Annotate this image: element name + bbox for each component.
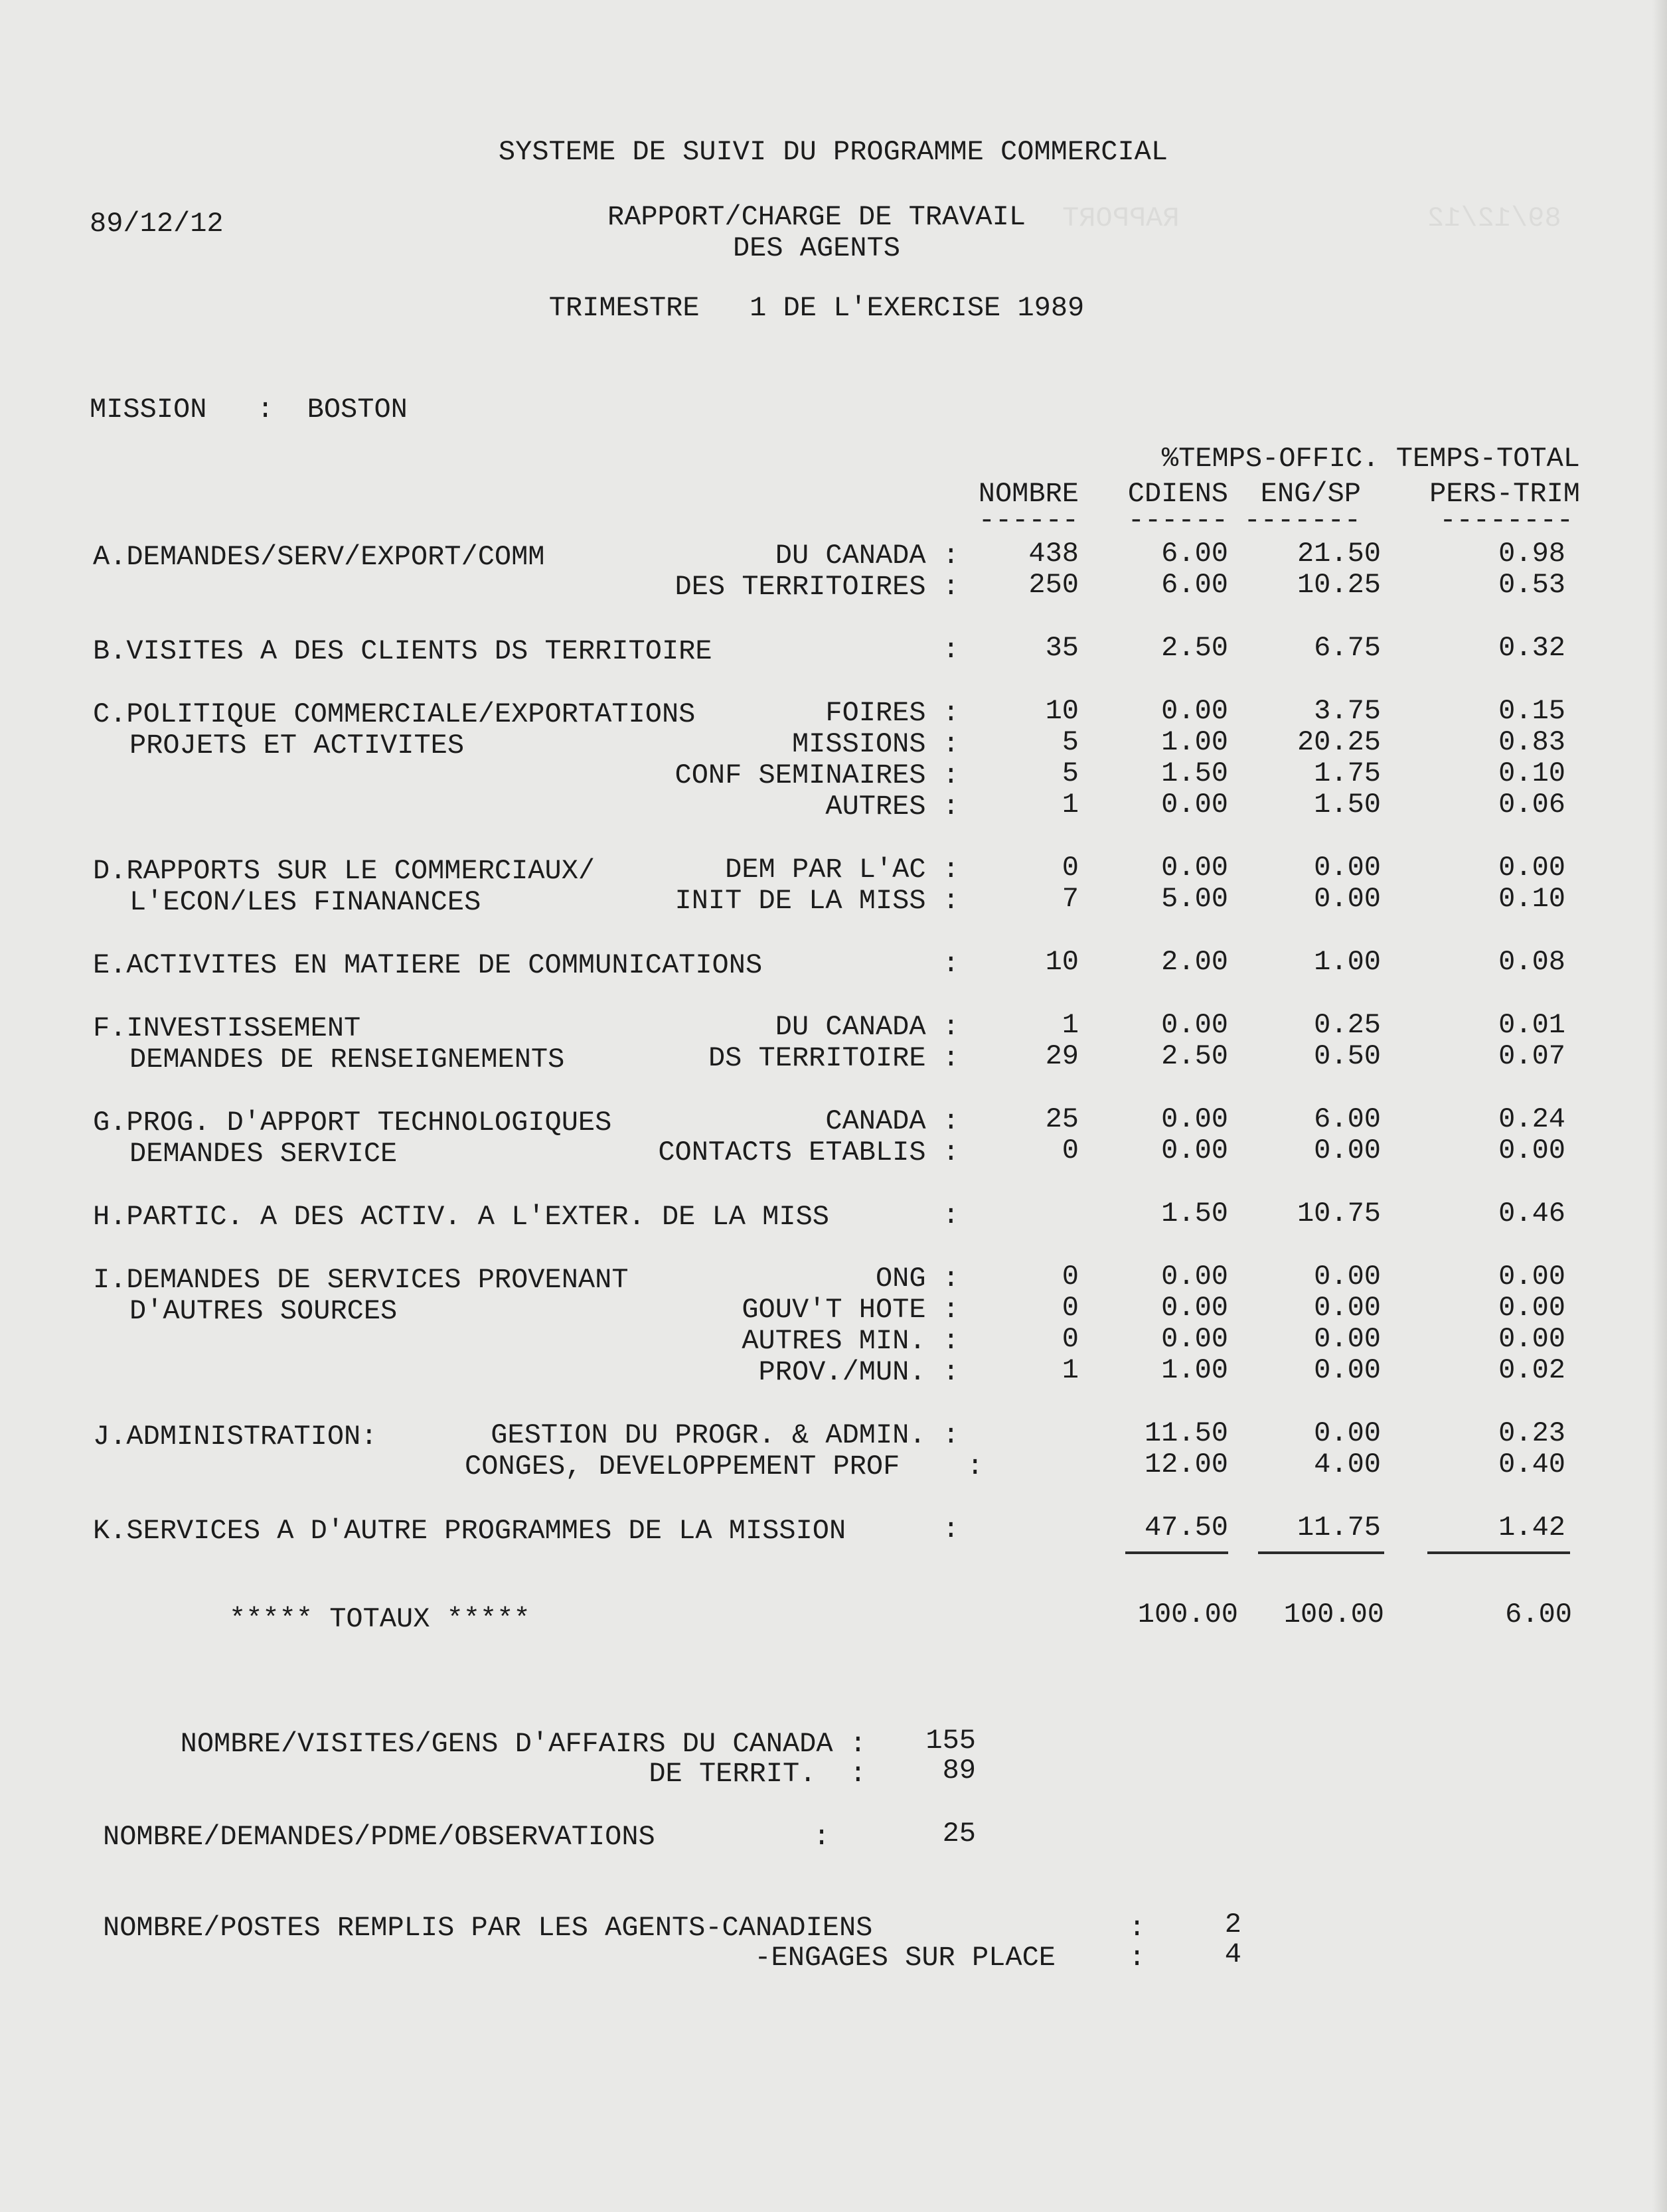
cell-cdiens: 2.50 — [1161, 1040, 1228, 1072]
cell-perstrim: 0.06 — [1498, 789, 1565, 821]
pdme-value: 25 — [942, 1818, 976, 1850]
totals-engsp: 100.00 — [1283, 1599, 1384, 1630]
cell-cdiens: 0.00 — [1161, 1261, 1228, 1293]
cell-nombre: 0 — [1062, 852, 1079, 884]
cell-perstrim: 1.42 — [1498, 1512, 1565, 1543]
cell-engsp: 6.75 — [1314, 632, 1381, 664]
postes-value-canadiens: 2 — [1224, 1909, 1241, 1940]
section-label: E.ACTIVITES EN MATIERE DE COMMUNICATIONS — [93, 949, 763, 981]
cell-perstrim: 0.53 — [1498, 569, 1565, 601]
bleed-through-title: RAPPORT — [1062, 202, 1180, 234]
cell-perstrim: 0.00 — [1498, 1135, 1565, 1166]
column-rule-perstrim: -------- — [1439, 505, 1573, 536]
cell-engsp: 4.00 — [1314, 1449, 1381, 1480]
section-label-continued: PROJETS ET ACTIVITES — [129, 730, 465, 761]
section-label: K.SERVICES A D'AUTRE PROGRAMMES DE LA MISSION — [93, 1515, 846, 1547]
row-sublabel: FOIRES : — [825, 697, 959, 729]
cell-cdiens: 0.00 — [1161, 1292, 1228, 1324]
row-sublabel: PROV./MUN. : — [758, 1356, 959, 1388]
cell-nombre: 10 — [1045, 695, 1079, 727]
cell-engsp: 0.00 — [1314, 883, 1381, 915]
cell-perstrim: 0.10 — [1498, 883, 1565, 915]
cell-cdiens: 1.00 — [1161, 1354, 1228, 1386]
cell-perstrim: 0.24 — [1498, 1103, 1565, 1135]
cell-nombre: 438 — [1028, 538, 1079, 570]
cell-cdiens: 0.00 — [1161, 1009, 1228, 1041]
period-line: TRIMESTRE 1 DE L'EXERCISE 1989 — [548, 292, 1085, 324]
cell-cdiens: 0.00 — [1161, 852, 1228, 884]
cell-cdiens: 1.50 — [1161, 1198, 1228, 1229]
cell-perstrim: 0.00 — [1498, 1261, 1565, 1293]
totals-perstrim: 6.00 — [1505, 1599, 1572, 1630]
report-date: 89/12/12 — [90, 208, 224, 240]
row-sublabel: DS TERRITOIRE : — [708, 1042, 959, 1074]
cell-engsp: 0.25 — [1314, 1009, 1381, 1041]
cell-engsp: 0.00 — [1314, 1261, 1381, 1293]
cell-cdiens: 11.50 — [1144, 1417, 1228, 1449]
cell-cdiens: 1.00 — [1161, 726, 1228, 758]
cell-engsp: 0.00 — [1314, 1135, 1381, 1166]
cell-cdiens: 2.50 — [1161, 632, 1228, 664]
row-sublabel: AUTRES MIN. : — [742, 1325, 959, 1357]
cell-perstrim: 0.00 — [1498, 852, 1565, 884]
cell-nombre: 10 — [1045, 946, 1079, 978]
cell-engsp: 0.00 — [1314, 1323, 1381, 1355]
cell-cdiens: 47.50 — [1144, 1512, 1228, 1543]
section-label: H.PARTIC. A DES ACTIV. A L'EXTER. DE LA MISS — [93, 1201, 829, 1233]
row-sublabel: GOUV'T HOTE : — [742, 1294, 959, 1326]
cell-perstrim: 0.08 — [1498, 946, 1565, 978]
report-title-line-1: RAPPORT/CHARGE DE TRAVAIL — [607, 201, 1026, 233]
row-sublabel: DES TERRITOIRES : — [675, 571, 959, 603]
cell-nombre: 1 — [1062, 1354, 1079, 1386]
cell-perstrim: 0.40 — [1498, 1449, 1565, 1480]
row-sublabel: DU CANADA : — [775, 1011, 959, 1043]
visites-territ-label: DE TERRIT. : — [649, 1758, 866, 1790]
cell-perstrim: 0.98 — [1498, 538, 1565, 570]
postes-label-canadiens: NOMBRE/POSTES REMPLIS PAR LES AGENTS-CANADIENS — [103, 1912, 873, 1944]
cell-perstrim: 0.01 — [1498, 1009, 1565, 1041]
row-sublabel: MISSIONS : — [791, 728, 959, 760]
cell-perstrim: 0.00 — [1498, 1292, 1565, 1324]
row-sublabel: : — [942, 1200, 959, 1231]
row-sublabel: GESTION DU PROGR. & ADMIN. : — [491, 1419, 959, 1451]
section-label-continued: DEMANDES SERVICE — [129, 1138, 398, 1170]
row-sublabel: ONG : — [875, 1263, 959, 1295]
column-head-nombre: NOMBRE — [978, 478, 1079, 510]
cell-perstrim: 0.83 — [1498, 726, 1565, 758]
cell-engsp: 0.00 — [1314, 1417, 1381, 1449]
bleed-through-date: 89/12/12 — [1427, 202, 1561, 234]
system-title: SYSTEME DE SUIVI DU PROGRAMME COMMERCIAL — [498, 136, 1168, 168]
row-sublabel: : — [942, 634, 959, 666]
cell-cdiens: 6.00 — [1161, 538, 1228, 570]
row-sublabel: CONF SEMINAIRES : — [675, 759, 959, 791]
cell-engsp: 10.25 — [1297, 569, 1381, 601]
section-label: I.DEMANDES DE SERVICES PROVENANT — [93, 1264, 629, 1296]
section-label-continued: L'ECON/LES FINANANCES — [129, 886, 481, 918]
row-sublabel: CANADA : — [825, 1105, 959, 1137]
visites-canada-label: NOMBRE/VISITES/GENS D'AFFAIRS DU CANADA : — [180, 1728, 866, 1760]
cell-perstrim: 0.02 — [1498, 1354, 1565, 1386]
cell-nombre: 250 — [1028, 569, 1079, 601]
section-label: F.INVESTISSEMENT — [93, 1012, 361, 1044]
column-head-cdiens: CDIENS — [1127, 478, 1228, 510]
cell-engsp: 1.00 — [1314, 946, 1381, 978]
section-label: C.POLITIQUE COMMERCIALE/EXPORTATIONS — [93, 698, 696, 730]
cell-nombre: 0 — [1062, 1135, 1079, 1166]
cell-cdiens: 0.00 — [1161, 1135, 1228, 1166]
pdme-colon: : — [813, 1821, 831, 1853]
column-rule-nombre: ------ — [978, 505, 1079, 536]
section-label: J.ADMINISTRATION: — [93, 1421, 378, 1453]
cell-nombre: 5 — [1062, 757, 1079, 789]
cell-engsp: 0.00 — [1314, 852, 1381, 884]
row-sublabel: DEM PAR L'AC : — [725, 854, 959, 886]
cell-engsp: 20.25 — [1297, 726, 1381, 758]
row-sublabel: AUTRES : — [825, 791, 959, 823]
cell-nombre: 0 — [1062, 1323, 1079, 1355]
totals-rule-engsp — [1258, 1551, 1384, 1554]
cell-cdiens: 0.00 — [1161, 1103, 1228, 1135]
postes-colon-engages: : — [1129, 1942, 1146, 1974]
mission-label: MISSION : BOSTON — [90, 394, 408, 426]
column-head-top: %TEMPS-OFFIC. TEMPS-TOTAL — [1161, 443, 1580, 475]
cell-cdiens: 1.50 — [1161, 757, 1228, 789]
section-label: D.RAPPORTS SUR LE COMMERCIAUX/ — [93, 855, 595, 887]
cell-nombre: 1 — [1062, 789, 1079, 821]
cell-engsp: 6.00 — [1314, 1103, 1381, 1135]
section-label-continued: D'AUTRES SOURCES — [129, 1295, 398, 1327]
cell-nombre: 0 — [1062, 1261, 1079, 1293]
cell-nombre: 7 — [1062, 883, 1079, 915]
cell-nombre: 1 — [1062, 1009, 1079, 1041]
page-edge-shadow — [1652, 0, 1667, 2212]
totals-label: ***** TOTAUX ***** — [229, 1603, 530, 1635]
cell-perstrim: 0.07 — [1498, 1040, 1565, 1072]
totals-rule-perstrim — [1427, 1551, 1570, 1554]
row-sublabel: CONGES, DEVELOPPEMENT PROF : — [465, 1451, 984, 1482]
cell-perstrim: 0.10 — [1498, 757, 1565, 789]
cell-perstrim: 0.00 — [1498, 1323, 1565, 1355]
cell-engsp: 1.75 — [1314, 757, 1381, 789]
cell-cdiens: 12.00 — [1144, 1449, 1228, 1480]
cell-nombre: 29 — [1045, 1040, 1079, 1072]
row-sublabel: : — [942, 1514, 959, 1545]
cell-cdiens: 2.00 — [1161, 946, 1228, 978]
section-label: B.VISITES A DES CLIENTS DS TERRITOIRE — [93, 635, 712, 667]
cell-engsp: 0.00 — [1314, 1292, 1381, 1324]
cell-nombre: 35 — [1045, 632, 1079, 664]
cell-perstrim: 0.32 — [1498, 632, 1565, 664]
cell-nombre: 5 — [1062, 726, 1079, 758]
section-label-continued: DEMANDES DE RENSEIGNEMENTS — [129, 1044, 565, 1075]
postes-colon-canadiens: : — [1129, 1912, 1146, 1944]
cell-perstrim: 0.15 — [1498, 695, 1565, 727]
totals-cdiens: 100.00 — [1137, 1599, 1238, 1630]
cell-nombre: 0 — [1062, 1292, 1079, 1324]
row-sublabel: DU CANADA : — [775, 540, 959, 572]
column-rule-engsp: ------- — [1243, 505, 1361, 536]
cell-cdiens: 0.00 — [1161, 695, 1228, 727]
cell-perstrim: 0.23 — [1498, 1417, 1565, 1449]
cell-engsp: 0.50 — [1314, 1040, 1381, 1072]
cell-cdiens: 0.00 — [1161, 789, 1228, 821]
cell-cdiens: 0.00 — [1161, 1323, 1228, 1355]
cell-engsp: 1.50 — [1314, 789, 1381, 821]
column-rule-cdiens: ------ — [1127, 505, 1228, 536]
postes-label-engages: -ENGAGES SUR PLACE — [754, 1942, 1056, 1974]
cell-engsp: 10.75 — [1297, 1198, 1381, 1229]
cell-engsp: 11.75 — [1297, 1512, 1381, 1543]
section-label: A.DEMANDES/SERV/EXPORT/COMM — [93, 541, 545, 573]
cell-perstrim: 0.46 — [1498, 1198, 1565, 1229]
cell-engsp: 3.75 — [1314, 695, 1381, 727]
cell-nombre: 25 — [1045, 1103, 1079, 1135]
cell-engsp: 0.00 — [1314, 1354, 1381, 1386]
visites-canada-value: 155 — [925, 1725, 976, 1757]
postes-value-engages: 4 — [1224, 1938, 1241, 1970]
column-head-perstrim: PERS-TRIM — [1429, 478, 1580, 510]
visites-territ-value: 89 — [942, 1755, 976, 1786]
cell-cdiens: 5.00 — [1161, 883, 1228, 915]
row-sublabel: INIT DE LA MISS : — [675, 885, 959, 917]
column-head-engsp: ENG/SP — [1260, 478, 1361, 510]
row-sublabel: : — [942, 948, 959, 980]
cell-engsp: 21.50 — [1297, 538, 1381, 570]
totals-rule-cdiens — [1125, 1551, 1228, 1554]
cell-cdiens: 6.00 — [1161, 569, 1228, 601]
row-sublabel: CONTACTS ETABLIS : — [658, 1137, 959, 1168]
pdme-label: NOMBRE/DEMANDES/PDME/OBSERVATIONS — [103, 1821, 655, 1853]
section-label: G.PROG. D'APPORT TECHNOLOGIQUES — [93, 1107, 612, 1139]
report-title-line-2: DES AGENTS — [732, 232, 901, 264]
